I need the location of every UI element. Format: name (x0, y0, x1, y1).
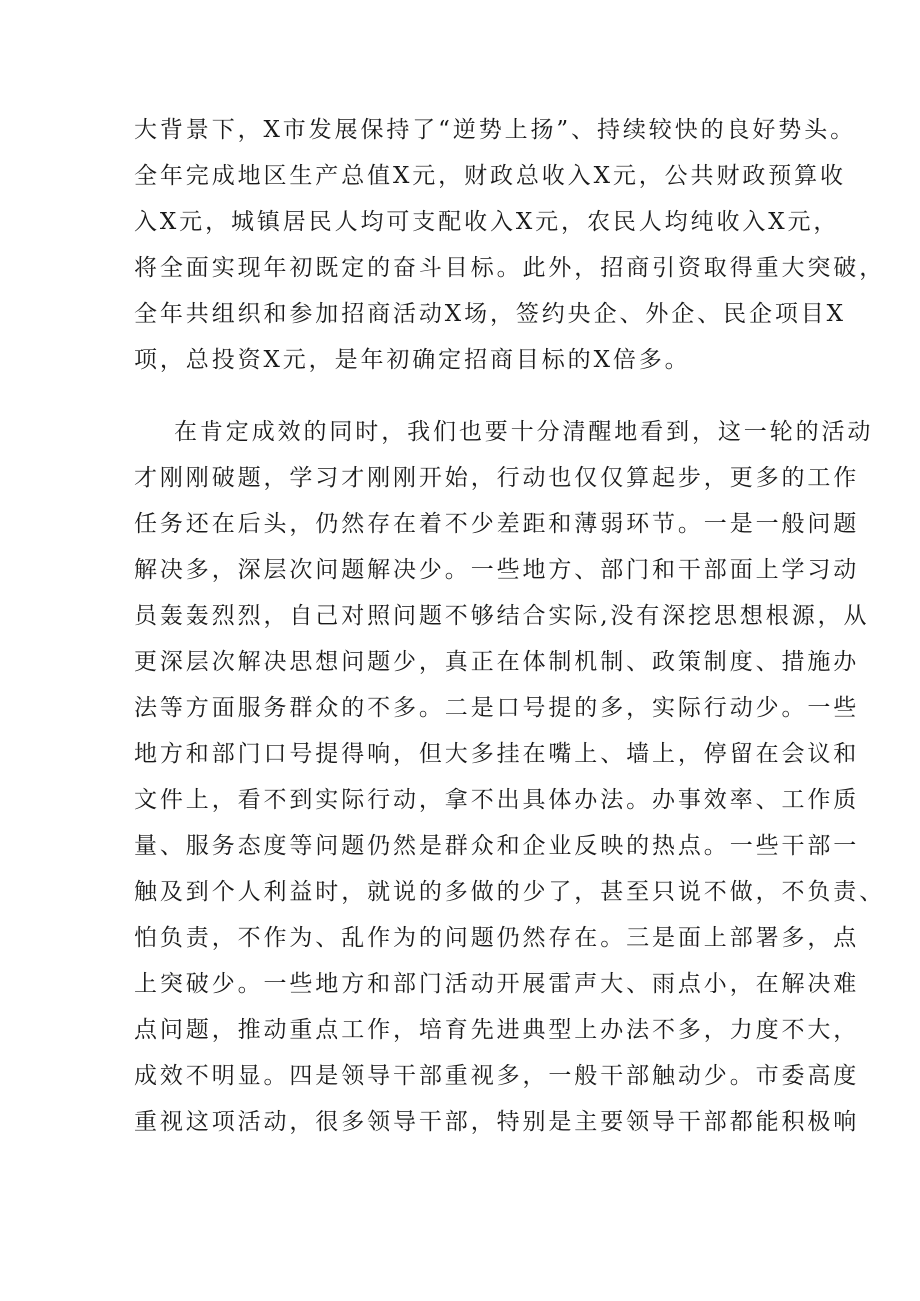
text-line: 大背景下，X市发展保持了“逆势上扬”、持续较快的良好势头。 (134, 117, 856, 143)
text-line: 点问题，推动重点工作，培育先进典型上办法不多，力度不大， (134, 1017, 860, 1043)
text-line: 任务还在后头，仍然存在着不少差距和薄弱环节。一是一般问题 (134, 511, 860, 537)
text-line: 才刚刚破题，学习才刚刚开始，行动也仅仅算起步，更多的工作 (134, 465, 860, 491)
text-line: 地方和部门口号提得响，但大多挂在嘴上、墙上，停留在会议和 (134, 741, 860, 767)
text-line: 入X元，城镇居民人均可支配收入X元，农民人均纯收入X元， (134, 209, 840, 235)
text-line: 法等方面服务群众的不多。二是口号提的多，实际行动少。一些 (134, 695, 860, 721)
text-line: 量、服务态度等问题仍然是群众和企业反映的热点。一些干部一 (134, 833, 860, 859)
text-line-indented: 在肯定成效的同时，我们也要十分清醒地看到，这一轮的活动 (174, 419, 874, 445)
text-line: 上突破少。一些地方和部门活动开展雷声大、雨点小，在解决难 (134, 971, 860, 997)
text-line: 怕负责，不作为、乱作为的问题仍然存在。三是面上部署多，点 (134, 925, 860, 951)
text-line: 触及到个人利益时，就说的多做的少了，甚至只说不做，不负责、 (134, 879, 886, 905)
text-line: 文件上，看不到实际行动，拿不出具体办法。办事效率、工作质 (134, 787, 860, 813)
text-line: 全年完成地区生产总值X元，财政总收入X元，公共财政预算收 (134, 163, 846, 189)
text-line: 项，总投资X元，是年初确定招商目标的X倍多。 (134, 347, 691, 373)
text-line: 重视这项活动，很多领导干部，特别是主要领导干部都能积极响 (134, 1109, 860, 1135)
text-line: 员轰轰烈烈，自己对照问题不够结合实际,没有深挖思想根源，从 (134, 603, 870, 629)
text-line: 解决多，深层次问题解决少。一些地方、部门和干部面上学习动 (134, 557, 860, 583)
text-line: 将全面实现年初既定的奋斗目标。此外，招商引资取得重大突破， (134, 255, 886, 281)
text-line: 成效不明显。四是领导干部重视多，一般干部触动少。市委高度 (134, 1063, 860, 1089)
text-line: 全年共组织和参加招商活动X场，签约央企、外企、民企项目X (134, 301, 846, 327)
text-line: 更深层次解决思想问题少，真正在体制机制、政策制度、措施办 (134, 649, 860, 675)
